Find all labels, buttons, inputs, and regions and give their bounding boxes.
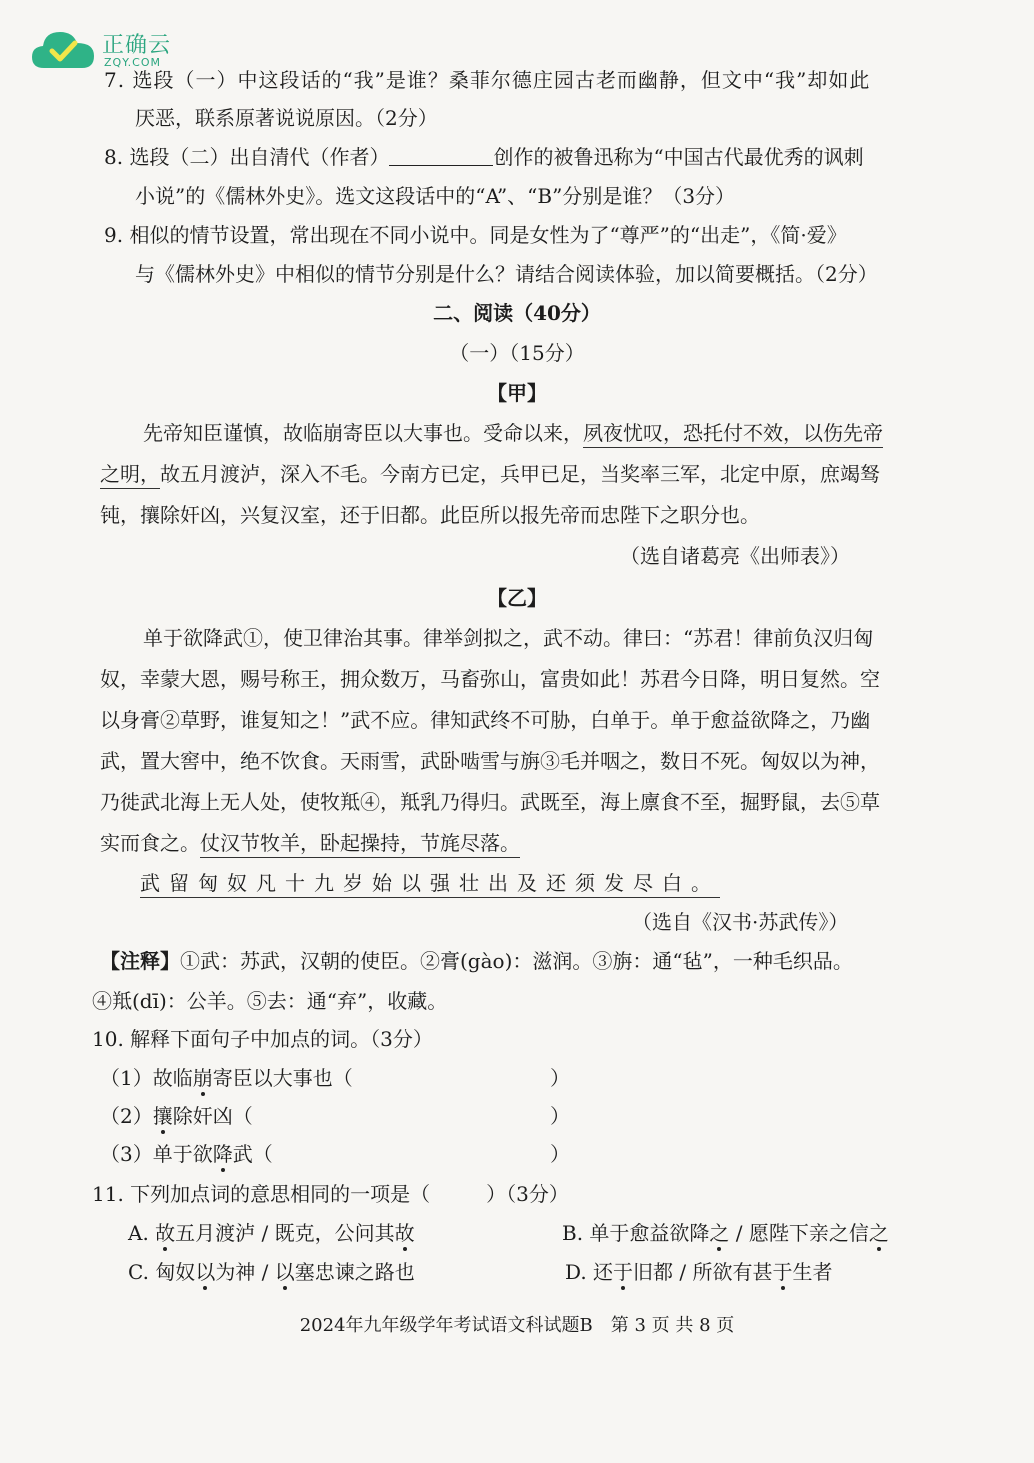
dotted-word: 故 xyxy=(394,1221,415,1245)
question-9-line-1: 9. 相似的情节设置，常出现在不同小说中。同是女性为了“尊严”的“出走”，《简·爱》 xyxy=(104,223,847,247)
question-7-line-1: 7. 选段（一）中这段话的“我”是谁？桑菲尔德庄园古老而幽静，但文中“我”却如此 xyxy=(104,68,871,92)
unpunctuated-sentence: 武留匈奴凡十九岁始以强壮出及还须发尽白。 xyxy=(140,871,720,898)
annotation-line-1 xyxy=(100,947,853,975)
passage-yi-line-2: 奴，幸蒙大恩，赐号称王，拥众数万，马畜弥山，富贵如此！苏君今日降，明日复然。空 xyxy=(100,667,880,691)
option-text: / 愿陛下亲之信 xyxy=(729,1221,869,1245)
passage-yi-line-7 xyxy=(140,869,720,897)
watermark-brand: 正确云 xyxy=(102,33,172,58)
dotted-word: 降 xyxy=(212,1142,233,1166)
passage-yi-line-6 xyxy=(100,829,520,857)
question-10-item-3 xyxy=(100,1140,570,1168)
question-11-stem xyxy=(92,1180,569,1208)
passage-jia-text: 先帝知臣谨慎，故临崩寄臣以大事也。受命以来， xyxy=(143,421,583,445)
passage-yi-text: 实而食之。 xyxy=(100,831,200,855)
option-a xyxy=(128,1219,415,1247)
underlined-sentence-end: 之明， xyxy=(100,462,160,489)
question-8-line-1 xyxy=(104,143,864,171)
dotted-word: 攘 xyxy=(152,1104,173,1128)
passage-yi-line-5: 乃徙武北海上无人处，使牧羝④，羝乳乃得归。武既至，海上廪食不至，掘野鼠，去⑤草 xyxy=(100,790,880,814)
question-8-line-2: 小说”的《儒林外史》。选文这段话中的“A”、“B”分别是谁？（3分） xyxy=(135,184,736,208)
dotted-word: 崩 xyxy=(192,1066,213,1090)
annotation-text: ①武：苏武，汉朝的使臣。②膏(gào)：滋润。③旃：通“毡”，一种毛织品。 xyxy=(180,949,853,973)
answer-close-paren: ） xyxy=(550,1142,570,1166)
passage-jia-source: （选自诸葛亮《出师表》） xyxy=(620,544,850,568)
option-text: C. 匈奴 xyxy=(128,1260,196,1284)
option-text: B. 单于愈益欲降 xyxy=(562,1221,710,1245)
question-10-item-2 xyxy=(100,1102,570,1130)
option-text: 为神 / xyxy=(215,1260,275,1284)
dotted-word: 于 xyxy=(772,1260,793,1284)
item-text: 寄臣以大事也（ xyxy=(212,1066,353,1090)
answer-close-paren: ） xyxy=(550,1104,570,1128)
cloud-check-icon xyxy=(30,28,96,72)
passage-jia-line-3: 钝，攘除奸凶，兴复汉室，还于旧都。此臣所以报先帝而忠陛下之职分也。 xyxy=(100,503,760,527)
option-text: 旧都 / 所欲有甚 xyxy=(633,1260,773,1284)
passage-yi-line-3: 以身膏②草野，谁复知之！”武不应。律知武终不可胁，白单于。单于愈益欲降之，乃幽 xyxy=(100,708,871,732)
dotted-word: 故 xyxy=(155,1221,176,1245)
passage-yi-line-4: 武，置大窖中，绝不饮食。天雨雪，武卧啮雪与旃③毛并咽之，数日不死。匈奴以为神， xyxy=(100,749,880,773)
annotation-label: 【注释】 xyxy=(100,949,180,973)
dotted-word: 于 xyxy=(613,1260,634,1284)
passage-jia-line-1 xyxy=(143,419,883,447)
annotation-line-2: ④羝(dī)：公羊。⑤去：通“弃”，收藏。 xyxy=(92,989,448,1013)
passage-yi-heading: 【乙】 xyxy=(487,586,547,610)
item-text: 武（ xyxy=(232,1142,273,1166)
option-text: 生者 xyxy=(792,1260,833,1284)
question-10-item-1 xyxy=(100,1064,570,1092)
watermark-domain: ZQY.COM xyxy=(104,56,162,69)
question-8-text-b: 创作的被鲁迅称为“中国古代最优秀的讽刺 xyxy=(493,145,864,169)
question-7-line-2: 厌恶，联系原著说说原因。（2分） xyxy=(135,106,438,130)
option-b xyxy=(562,1219,889,1247)
answer-close-paren: ） xyxy=(550,1066,570,1090)
underlined-sentence: 仗汉节牧羊，卧起操持，节旄尽落。 xyxy=(200,831,520,858)
question-11-text: 11. 下列加点词的意思相同的一项是（ xyxy=(92,1182,431,1206)
question-10-stem: 10. 解释下面句子中加点的词。（3分） xyxy=(92,1027,433,1051)
passage-yi-source: （选自《汉书·苏武传》） xyxy=(632,910,849,934)
passage-jia-heading: 【甲】 xyxy=(487,381,547,405)
item-text: （3）单于欲 xyxy=(100,1142,213,1166)
page-footer: 2024年九年级学年考试语文科试题B 第 3 页 共 8 页 xyxy=(299,1315,735,1336)
dotted-word: 以 xyxy=(274,1260,295,1284)
option-text: D. 还 xyxy=(565,1260,614,1284)
question-8-text-a: 8. 选段（二）出自清代（作者） xyxy=(104,145,390,169)
passage-jia-text: 故五月渡泸，深入不毛。今南方已定，兵甲已足，当奖率三军，北定中原，庶竭驽 xyxy=(160,462,880,486)
section-subtitle: （一）（15分） xyxy=(449,341,585,365)
option-c xyxy=(128,1258,415,1286)
section-title: 二、阅读（40分） xyxy=(433,301,601,325)
item-text: （1）故临 xyxy=(100,1066,193,1090)
author-answer-blank[interactable] xyxy=(389,145,493,166)
item-text: 除奸凶（ xyxy=(172,1104,253,1128)
question-9-line-2: 与《儒林外史》中相似的情节分别是什么？请结合阅读体验，加以简要概括。（2分） xyxy=(135,262,878,286)
option-text: 塞忠谏之路也 xyxy=(294,1260,415,1284)
passage-jia-line-2 xyxy=(100,460,880,488)
underlined-sentence: 夙夜忧叹，恐托付不效，以伤先帝 xyxy=(583,421,883,448)
option-text: A. xyxy=(128,1221,156,1245)
item-text: （2） xyxy=(100,1104,153,1128)
dotted-word: 之 xyxy=(868,1221,889,1245)
option-text: 五月渡泸 / 既克，公问其 xyxy=(175,1221,395,1245)
option-d xyxy=(565,1258,833,1286)
dotted-word: 以 xyxy=(195,1260,216,1284)
dotted-word: 之 xyxy=(709,1221,730,1245)
passage-yi-line-1: 单于欲降武①，使卫律治其事。律举剑拟之，武不动。律曰：“苏君！律前负汉归匈 xyxy=(143,626,874,650)
question-11-points: ）（3分） xyxy=(486,1182,569,1206)
